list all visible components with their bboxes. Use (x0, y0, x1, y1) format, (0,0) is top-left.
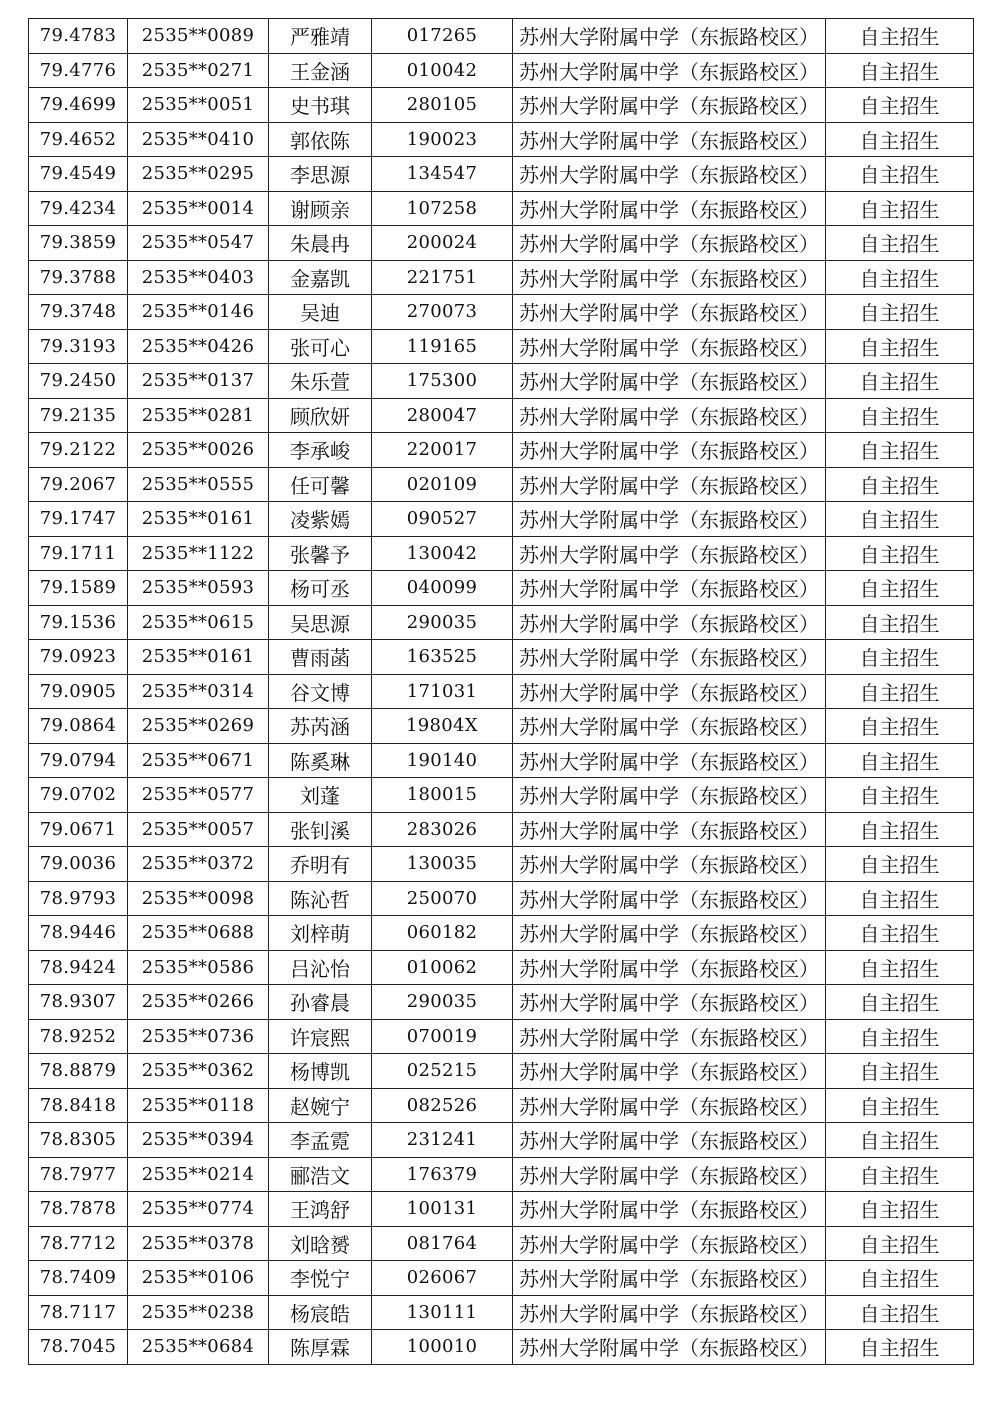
exam-id-cell: 2535**0269 (128, 709, 269, 744)
school-cell: 苏州大学附属中学（东振路校区） (513, 847, 826, 882)
code-cell: 090527 (372, 502, 513, 537)
table-row (29, 709, 974, 744)
admission-type-cell: 自主招生 (826, 1157, 974, 1192)
score-cell: 79.3748 (29, 295, 128, 330)
admission-type-cell: 自主招生 (826, 743, 974, 778)
school-cell: 苏州大学附属中学（东振路校区） (513, 605, 826, 640)
exam-id-cell: 2535**0106 (128, 1261, 269, 1296)
table-row (29, 467, 974, 502)
school-cell: 苏州大学附属中学（东振路校区） (513, 812, 826, 847)
table-row (29, 1192, 974, 1227)
exam-id-cell: 2535**0161 (128, 640, 269, 675)
school-cell: 苏州大学附属中学（东振路校区） (513, 1123, 826, 1158)
student-name-cell: 朱乐萱 (269, 364, 372, 399)
code-cell: 010042 (372, 53, 513, 88)
exam-id-cell: 2535**0736 (128, 1019, 269, 1054)
student-name-cell: 陈奚琳 (269, 743, 372, 778)
table-row (29, 950, 974, 985)
admission-type-cell: 自主招生 (826, 1123, 974, 1158)
table-row (29, 743, 974, 778)
school-cell: 苏州大学附属中学（东振路校区） (513, 295, 826, 330)
student-name-cell: 刘晗赟 (269, 1226, 372, 1261)
admission-type-cell: 自主招生 (826, 1261, 974, 1296)
table-row (29, 433, 974, 468)
table-row (29, 19, 974, 54)
admission-type-cell: 自主招生 (826, 571, 974, 606)
admission-type-cell: 自主招生 (826, 605, 974, 640)
code-cell: 171031 (372, 674, 513, 709)
score-cell: 78.8418 (29, 1088, 128, 1123)
admission-type-cell: 自主招生 (826, 260, 974, 295)
admission-type-cell: 自主招生 (826, 467, 974, 502)
school-cell: 苏州大学附属中学（东振路校区） (513, 502, 826, 537)
exam-id-cell: 2535**0271 (128, 53, 269, 88)
table-row (29, 812, 974, 847)
school-cell: 苏州大学附属中学（东振路校区） (513, 398, 826, 433)
exam-id-cell: 2535**0372 (128, 847, 269, 882)
school-cell: 苏州大学附属中学（东振路校区） (513, 1226, 826, 1261)
student-name-cell: 杨宸皓 (269, 1295, 372, 1330)
admission-type-cell: 自主招生 (826, 53, 974, 88)
student-name-cell: 严雅靖 (269, 19, 372, 54)
admission-type-cell: 自主招生 (826, 709, 974, 744)
exam-id-cell: 2535**0295 (128, 157, 269, 192)
exam-id-cell: 2535**0615 (128, 605, 269, 640)
school-cell: 苏州大学附属中学（东振路校区） (513, 950, 826, 985)
score-cell: 79.2067 (29, 467, 128, 502)
code-cell: 290035 (372, 985, 513, 1020)
score-cell: 78.9307 (29, 985, 128, 1020)
student-name-cell: 史书琪 (269, 88, 372, 123)
admission-type-cell: 自主招生 (826, 1019, 974, 1054)
score-cell: 79.1536 (29, 605, 128, 640)
admission-type-cell: 自主招生 (826, 1330, 974, 1365)
school-cell: 苏州大学附属中学（东振路校区） (513, 536, 826, 571)
school-cell: 苏州大学附属中学（东振路校区） (513, 191, 826, 226)
score-cell: 79.2135 (29, 398, 128, 433)
table-row (29, 226, 974, 261)
school-cell: 苏州大学附属中学（东振路校区） (513, 1157, 826, 1192)
exam-id-cell: 2535**0137 (128, 364, 269, 399)
school-cell: 苏州大学附属中学（东振路校区） (513, 226, 826, 261)
school-cell: 苏州大学附属中学（东振路校区） (513, 122, 826, 157)
school-cell: 苏州大学附属中学（东振路校区） (513, 1330, 826, 1365)
school-cell: 苏州大学附属中学（东振路校区） (513, 778, 826, 813)
school-cell: 苏州大学附属中学（东振路校区） (513, 329, 826, 364)
exam-id-cell: 2535**0214 (128, 1157, 269, 1192)
code-cell: 190140 (372, 743, 513, 778)
student-name-cell: 孙睿晨 (269, 985, 372, 1020)
code-cell: 280047 (372, 398, 513, 433)
table-row (29, 1157, 974, 1192)
student-name-cell: 王金涵 (269, 53, 372, 88)
school-cell: 苏州大学附属中学（东振路校区） (513, 916, 826, 951)
score-cell: 79.0036 (29, 847, 128, 882)
score-cell: 79.1711 (29, 536, 128, 571)
student-name-cell: 苏芮涵 (269, 709, 372, 744)
code-cell: 175300 (372, 364, 513, 399)
school-cell: 苏州大学附属中学（东振路校区） (513, 985, 826, 1020)
score-cell: 78.7712 (29, 1226, 128, 1261)
admission-type-cell: 自主招生 (826, 122, 974, 157)
student-name-cell: 谢顾亲 (269, 191, 372, 226)
exam-id-cell: 2535**0671 (128, 743, 269, 778)
school-cell: 苏州大学附属中学（东振路校区） (513, 433, 826, 468)
admission-type-cell: 自主招生 (826, 433, 974, 468)
exam-id-cell: 2535**0089 (128, 19, 269, 54)
school-cell: 苏州大学附属中学（东振路校区） (513, 1019, 826, 1054)
table-row (29, 1054, 974, 1089)
student-name-cell: 李思源 (269, 157, 372, 192)
score-cell: 79.0864 (29, 709, 128, 744)
admission-type-cell: 自主招生 (826, 1088, 974, 1123)
exam-id-cell: 2535**0098 (128, 881, 269, 916)
exam-id-cell: 2535**0426 (128, 329, 269, 364)
school-cell: 苏州大学附属中学（东振路校区） (513, 88, 826, 123)
admission-type-cell: 自主招生 (826, 19, 974, 54)
exam-id-cell: 2535**0118 (128, 1088, 269, 1123)
score-cell: 79.3859 (29, 226, 128, 261)
code-cell: 081764 (372, 1226, 513, 1261)
score-cell: 79.4652 (29, 122, 128, 157)
table-row (29, 674, 974, 709)
code-cell: 190023 (372, 122, 513, 157)
school-cell: 苏州大学附属中学（东振路校区） (513, 709, 826, 744)
code-cell: 270073 (372, 295, 513, 330)
code-cell: 119165 (372, 329, 513, 364)
school-cell: 苏州大学附属中学（东振路校区） (513, 881, 826, 916)
school-cell: 苏州大学附属中学（东振路校区） (513, 1261, 826, 1296)
exam-id-cell: 2535**0688 (128, 916, 269, 951)
student-name-cell: 凌紫嫣 (269, 502, 372, 537)
student-name-cell: 许宸熙 (269, 1019, 372, 1054)
score-cell: 78.7977 (29, 1157, 128, 1192)
student-name-cell: 谷文博 (269, 674, 372, 709)
school-cell: 苏州大学附属中学（东振路校区） (513, 674, 826, 709)
admission-table-body (29, 19, 974, 1365)
code-cell: 100131 (372, 1192, 513, 1227)
school-cell: 苏州大学附属中学（东振路校区） (513, 364, 826, 399)
table-row (29, 985, 974, 1020)
student-name-cell: 朱晨冉 (269, 226, 372, 261)
score-cell: 78.9446 (29, 916, 128, 951)
score-cell: 78.9424 (29, 950, 128, 985)
school-cell: 苏州大学附属中学（东振路校区） (513, 260, 826, 295)
exam-id-cell: 2535**0146 (128, 295, 269, 330)
table-row (29, 536, 974, 571)
table-row (29, 847, 974, 882)
score-cell: 78.8879 (29, 1054, 128, 1089)
student-name-cell: 吴思源 (269, 605, 372, 640)
student-name-cell: 李悦宁 (269, 1261, 372, 1296)
code-cell: 221751 (372, 260, 513, 295)
table-row (29, 1226, 974, 1261)
code-cell: 070019 (372, 1019, 513, 1054)
student-name-cell: 任可馨 (269, 467, 372, 502)
table-row (29, 916, 974, 951)
score-cell: 78.7878 (29, 1192, 128, 1227)
student-name-cell: 金嘉凯 (269, 260, 372, 295)
score-cell: 79.2122 (29, 433, 128, 468)
exam-id-cell: 2535**0014 (128, 191, 269, 226)
table-row (29, 122, 974, 157)
score-cell: 79.4234 (29, 191, 128, 226)
code-cell: 290035 (372, 605, 513, 640)
student-name-cell: 李孟霓 (269, 1123, 372, 1158)
code-cell: 130035 (372, 847, 513, 882)
exam-id-cell: 2535**0774 (128, 1192, 269, 1227)
table-row (29, 1088, 974, 1123)
code-cell: 025215 (372, 1054, 513, 1089)
table-row (29, 1019, 974, 1054)
school-cell: 苏州大学附属中学（东振路校区） (513, 571, 826, 606)
exam-id-cell: 2535**0403 (128, 260, 269, 295)
exam-id-cell: 2535**0161 (128, 502, 269, 537)
code-cell: 134547 (372, 157, 513, 192)
exam-id-cell: 2535**0362 (128, 1054, 269, 1089)
code-cell: 040099 (372, 571, 513, 606)
code-cell: 220017 (372, 433, 513, 468)
table-row (29, 191, 974, 226)
score-cell: 79.2450 (29, 364, 128, 399)
admission-type-cell: 自主招生 (826, 950, 974, 985)
score-cell: 78.7117 (29, 1295, 128, 1330)
exam-id-cell: 2535**0410 (128, 122, 269, 157)
admission-type-cell: 自主招生 (826, 536, 974, 571)
code-cell: 19804X (372, 709, 513, 744)
admission-type-cell: 自主招生 (826, 778, 974, 813)
table-row (29, 88, 974, 123)
exam-id-cell: 2535**0281 (128, 398, 269, 433)
admission-type-cell: 自主招生 (826, 1192, 974, 1227)
table-row (29, 778, 974, 813)
admission-type-cell: 自主招生 (826, 502, 974, 537)
table-row (29, 1330, 974, 1365)
score-cell: 79.4699 (29, 88, 128, 123)
school-cell: 苏州大学附属中学（东振路校区） (513, 1054, 826, 1089)
table-row (29, 398, 974, 433)
score-cell: 79.0794 (29, 743, 128, 778)
school-cell: 苏州大学附属中学（东振路校区） (513, 640, 826, 675)
score-cell: 79.4783 (29, 19, 128, 54)
code-cell: 130042 (372, 536, 513, 571)
admission-table (28, 18, 974, 1365)
score-cell: 79.4776 (29, 53, 128, 88)
score-cell: 79.0671 (29, 812, 128, 847)
exam-id-cell: 2535**0057 (128, 812, 269, 847)
exam-id-cell: 2535**1122 (128, 536, 269, 571)
student-name-cell: 张钊溪 (269, 812, 372, 847)
admission-type-cell: 自主招生 (826, 640, 974, 675)
exam-id-cell: 2535**0684 (128, 1330, 269, 1365)
code-cell: 176379 (372, 1157, 513, 1192)
exam-id-cell: 2535**0586 (128, 950, 269, 985)
school-cell: 苏州大学附属中学（东振路校区） (513, 1192, 826, 1227)
admission-type-cell: 自主招生 (826, 191, 974, 226)
code-cell: 163525 (372, 640, 513, 675)
admission-type-cell: 自主招生 (826, 812, 974, 847)
admission-type-cell: 自主招生 (826, 329, 974, 364)
table-row (29, 881, 974, 916)
exam-id-cell: 2535**0593 (128, 571, 269, 606)
admission-type-cell: 自主招生 (826, 398, 974, 433)
student-name-cell: 赵婉宁 (269, 1088, 372, 1123)
code-cell: 107258 (372, 191, 513, 226)
admission-type-cell: 自主招生 (826, 157, 974, 192)
exam-id-cell: 2535**0547 (128, 226, 269, 261)
code-cell: 060182 (372, 916, 513, 951)
student-name-cell: 刘蓬 (269, 778, 372, 813)
score-cell: 79.1747 (29, 502, 128, 537)
score-cell: 78.8305 (29, 1123, 128, 1158)
score-cell: 78.7409 (29, 1261, 128, 1296)
table-row (29, 1295, 974, 1330)
code-cell: 130111 (372, 1295, 513, 1330)
student-name-cell: 吴迪 (269, 295, 372, 330)
table-row (29, 1123, 974, 1158)
exam-id-cell: 2535**0555 (128, 467, 269, 502)
score-cell: 79.0905 (29, 674, 128, 709)
student-name-cell: 乔明有 (269, 847, 372, 882)
admission-type-cell: 自主招生 (826, 881, 974, 916)
admission-type-cell: 自主招生 (826, 1226, 974, 1261)
code-cell: 231241 (372, 1123, 513, 1158)
admission-type-cell: 自主招生 (826, 1054, 974, 1089)
school-cell: 苏州大学附属中学（东振路校区） (513, 1088, 826, 1123)
code-cell: 250070 (372, 881, 513, 916)
admission-type-cell: 自主招生 (826, 985, 974, 1020)
school-cell: 苏州大学附属中学（东振路校区） (513, 1295, 826, 1330)
table-row (29, 157, 974, 192)
admission-type-cell: 自主招生 (826, 847, 974, 882)
code-cell: 020109 (372, 467, 513, 502)
code-cell: 180015 (372, 778, 513, 813)
code-cell: 283026 (372, 812, 513, 847)
table-row (29, 260, 974, 295)
table-row (29, 502, 974, 537)
table-row (29, 295, 974, 330)
table-row (29, 640, 974, 675)
student-name-cell: 吕沁怡 (269, 950, 372, 985)
score-cell: 78.9793 (29, 881, 128, 916)
exam-id-cell: 2535**0051 (128, 88, 269, 123)
score-cell: 79.3788 (29, 260, 128, 295)
student-name-cell: 杨可丞 (269, 571, 372, 606)
score-cell: 79.0923 (29, 640, 128, 675)
student-name-cell: 杨博凯 (269, 1054, 372, 1089)
student-name-cell: 李承峻 (269, 433, 372, 468)
student-name-cell: 张馨予 (269, 536, 372, 571)
score-cell: 78.7045 (29, 1330, 128, 1365)
score-cell: 79.3193 (29, 329, 128, 364)
student-name-cell: 刘梓萌 (269, 916, 372, 951)
score-cell: 78.9252 (29, 1019, 128, 1054)
student-name-cell: 陈沁哲 (269, 881, 372, 916)
student-name-cell: 陈厚霖 (269, 1330, 372, 1365)
code-cell: 017265 (372, 19, 513, 54)
admission-type-cell: 自主招生 (826, 674, 974, 709)
table-row (29, 605, 974, 640)
code-cell: 082526 (372, 1088, 513, 1123)
school-cell: 苏州大学附属中学（东振路校区） (513, 53, 826, 88)
exam-id-cell: 2535**0314 (128, 674, 269, 709)
admission-type-cell: 自主招生 (826, 1295, 974, 1330)
school-cell: 苏州大学附属中学（东振路校区） (513, 467, 826, 502)
table-row (29, 364, 974, 399)
exam-id-cell: 2535**0378 (128, 1226, 269, 1261)
school-cell: 苏州大学附属中学（东振路校区） (513, 19, 826, 54)
student-name-cell: 张可心 (269, 329, 372, 364)
school-cell: 苏州大学附属中学（东振路校区） (513, 157, 826, 192)
exam-id-cell: 2535**0266 (128, 985, 269, 1020)
school-cell: 苏州大学附属中学（东振路校区） (513, 743, 826, 778)
student-name-cell: 郭依陈 (269, 122, 372, 157)
code-cell: 010062 (372, 950, 513, 985)
student-name-cell: 郦浩文 (269, 1157, 372, 1192)
code-cell: 100010 (372, 1330, 513, 1365)
table-row (29, 571, 974, 606)
code-cell: 026067 (372, 1261, 513, 1296)
score-cell: 79.1589 (29, 571, 128, 606)
admission-type-cell: 自主招生 (826, 88, 974, 123)
table-row (29, 1261, 974, 1296)
exam-id-cell: 2535**0577 (128, 778, 269, 813)
score-cell: 79.0702 (29, 778, 128, 813)
admission-type-cell: 自主招生 (826, 226, 974, 261)
exam-id-cell: 2535**0394 (128, 1123, 269, 1158)
score-cell: 79.4549 (29, 157, 128, 192)
admission-type-cell: 自主招生 (826, 916, 974, 951)
admission-type-cell: 自主招生 (826, 364, 974, 399)
student-name-cell: 顾欣妍 (269, 398, 372, 433)
exam-id-cell: 2535**0026 (128, 433, 269, 468)
code-cell: 280105 (372, 88, 513, 123)
table-row (29, 53, 974, 88)
table-row (29, 329, 974, 364)
student-name-cell: 曹雨菡 (269, 640, 372, 675)
admission-type-cell: 自主招生 (826, 295, 974, 330)
student-name-cell: 王鸿舒 (269, 1192, 372, 1227)
code-cell: 200024 (372, 226, 513, 261)
exam-id-cell: 2535**0238 (128, 1295, 269, 1330)
